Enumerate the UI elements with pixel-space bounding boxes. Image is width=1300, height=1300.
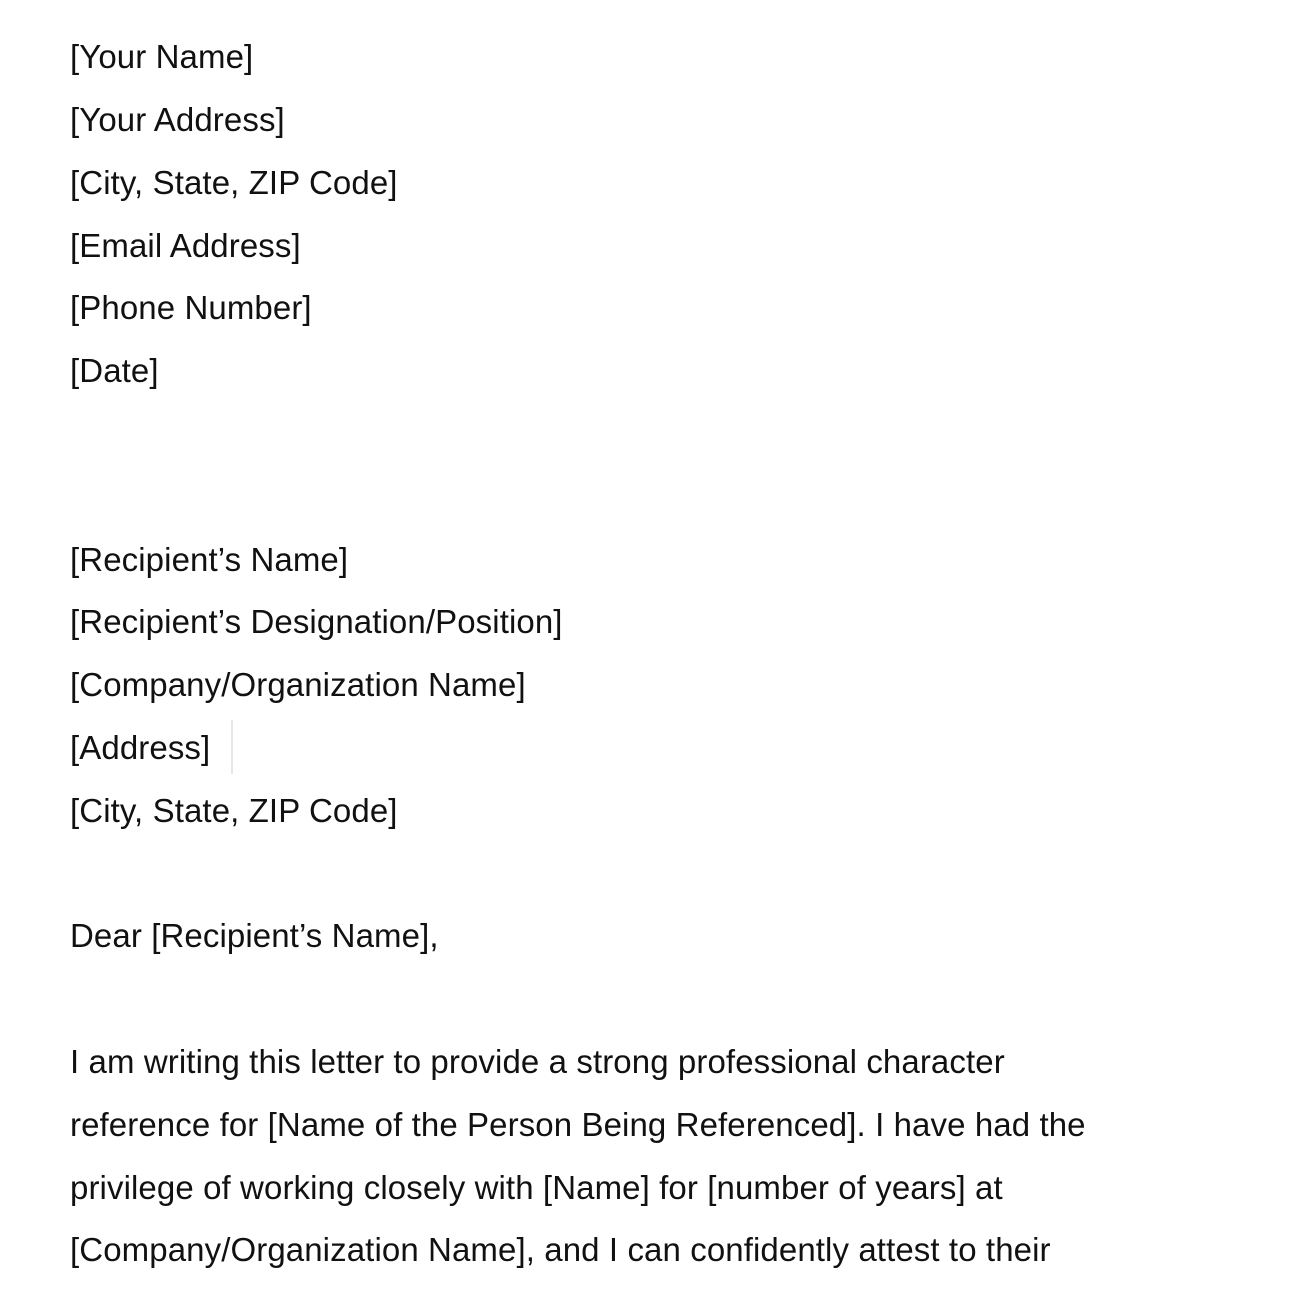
sender-email: [Email Address] — [70, 227, 301, 264]
paragraph-line: I am writing this letter to provide a strong professional character — [70, 1043, 1005, 1080]
paragraph-line: reference for [Name of the Person Being Referenced]. I have had the — [70, 1106, 1086, 1143]
recipient-address: [Address] — [70, 729, 211, 766]
letter-date: [Date] — [70, 352, 159, 389]
sender-city-state-zip: [City, State, ZIP Code] — [70, 164, 398, 201]
recipient-designation: [Recipient’s Designation/Position] — [70, 603, 563, 640]
recipient-company: [Company/Organization Name] — [70, 666, 526, 703]
paragraph-line: privilege of working closely with [Name] for [number of years] at — [70, 1169, 1003, 1206]
text-cursor — [231, 720, 233, 774]
recipient-city-state-zip: [City, State, ZIP Code] — [70, 792, 398, 829]
sender-name: [Your Name] — [70, 38, 254, 75]
recipient-name: [Recipient’s Name] — [70, 541, 349, 578]
paragraph-line: [Company/Organization Name], and I can confidently attest to their — [70, 1231, 1051, 1268]
salutation: Dear [Recipient’s Name], — [70, 917, 439, 954]
sender-address: [Your Address] — [70, 101, 285, 138]
sender-phone: [Phone Number] — [70, 289, 312, 326]
